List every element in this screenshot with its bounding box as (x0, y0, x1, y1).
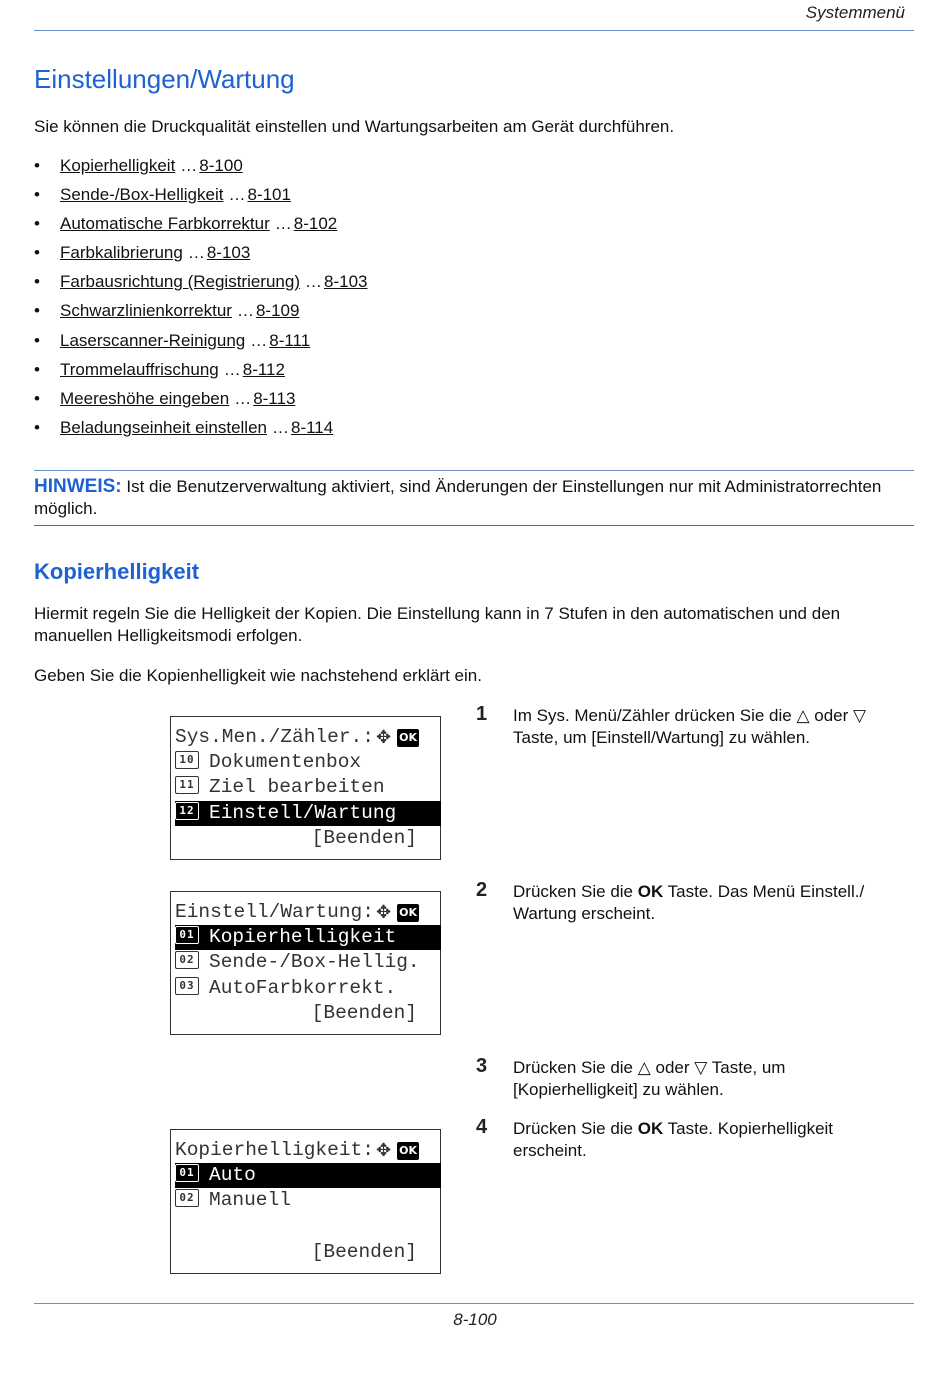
topic-list-item (34, 184, 367, 213)
topic-list-item (34, 359, 367, 388)
lcd-end-button[interactable]: [Beenden] (311, 1002, 417, 1024)
bullet-dot: • (34, 243, 40, 263)
topic-link[interactable]: Trommelauffrischung (60, 359, 219, 379)
topic-link[interactable]: Sende-/Box-Helligkeit (60, 185, 224, 205)
lcd-menu-item-label: Sende-/Box-Hellig. (209, 951, 420, 973)
topic-link[interactable]: Farbausrichtung (Registrierung) (60, 272, 300, 292)
lcd-end-button[interactable]: [Beenden] (311, 1241, 417, 1263)
bullet-dot: • (34, 214, 40, 234)
item-number-icon: 11 (175, 776, 199, 794)
topic-link[interactable]: Beladungseinheit einstellen (60, 417, 267, 437)
topic-list-item (34, 155, 367, 184)
lcd-title (175, 725, 441, 750)
topic-list-item (34, 213, 367, 242)
step-text: Drücken Sie die OK Taste. Kopierhelligkeit erscheint. (513, 1119, 834, 1160)
note-box (34, 476, 914, 520)
lcd-menu-item[interactable] (175, 1163, 441, 1188)
topic-link[interactable]: Laserscanner-Reinigung (60, 330, 246, 350)
page-number: 8-100 (453, 1310, 497, 1329)
page-reference-link[interactable]: 8-111 (269, 330, 311, 350)
lcd-menu-item-label: Ziel bearbeiten (209, 776, 385, 798)
item-number-icon: 01 (175, 926, 199, 944)
step-number: 3 (476, 1055, 488, 1077)
footer-rule (34, 1303, 914, 1304)
page-separator: … (305, 272, 322, 292)
page-reference-link[interactable]: 8-101 (247, 185, 291, 205)
topic-list (34, 155, 367, 446)
note-text: Ist die Benutzerverwaltung aktiviert, sind Änderungen der Einstellungen nur mit Administratorrechten möglich. (34, 477, 882, 518)
page-reference-link[interactable]: 8-113 (253, 388, 296, 408)
running-header: Systemmenü (805, 3, 905, 22)
lcd-menu-item-label: Kopierhelligkeit (209, 926, 397, 948)
item-number-icon: 01 (175, 1164, 199, 1182)
topic-link[interactable]: Farbkalibrierung (60, 243, 183, 263)
lcd-title (175, 900, 441, 925)
lcd-menu-item-label: Dokumentenbox (209, 751, 362, 773)
lcd-menu-item[interactable] (175, 801, 441, 826)
lcd-menu-item-label: Manuell (209, 1189, 291, 1211)
move-cursor-icon: ✥ (375, 1140, 392, 1161)
lcd-end-button[interactable]: [Beenden] (311, 827, 417, 849)
topic-list-item (34, 271, 367, 300)
lcd-screen-kopierhelligkeit (170, 1129, 441, 1274)
item-number-icon: 02 (175, 951, 199, 969)
step-text: Drücken Sie die △ oder ▽ Taste, um [Kopierhelligkeit] zu wählen. (513, 1058, 786, 1099)
topic-list-item (34, 388, 367, 417)
lcd-screen-einstell-wartung (170, 891, 441, 1035)
page-separator: … (236, 301, 254, 321)
page-separator: … (272, 417, 289, 437)
note-top-rule (34, 470, 914, 471)
lcd-menu-item[interactable] (175, 750, 441, 775)
step-text: Drücken Sie die OK Taste. Das Menü Einstell./ Wartung erscheint. (513, 882, 865, 923)
page-separator: … (180, 156, 198, 175)
page-reference-link[interactable]: 8-103 (206, 243, 251, 263)
section-instruction: Geben Sie die Kopienhelligkeit wie nachstehend erklärt ein. (34, 666, 482, 685)
topic-list-item (34, 300, 367, 329)
step-number: 2 (476, 879, 488, 901)
lcd-menu-item[interactable] (175, 925, 441, 950)
page-reference-link[interactable]: 8-103 (324, 272, 368, 292)
page-separator: … (187, 243, 205, 263)
move-cursor-icon: ✥ (375, 727, 392, 748)
step-number: 4 (476, 1116, 488, 1138)
lcd-menu-item[interactable] (175, 976, 441, 1001)
lcd-menu-item-label: AutoFarbkorrekt. (209, 977, 397, 999)
bullet-dot: • (34, 185, 40, 205)
page-reference-link[interactable]: 8-102 (293, 214, 338, 234)
bullet-dot: • (34, 417, 40, 437)
lcd-title-text: Einstell/Wartung: (175, 901, 374, 923)
section-title: Kopierhelligkeit (34, 559, 200, 584)
topic-link[interactable]: Automatische Farbkorrektur (60, 214, 270, 234)
lcd-menu-item-label: Einstell/Wartung (209, 802, 397, 824)
section-paragraph: Hiermit regeln Sie die Helligkeit der Kopien. Die Einstellung kann in 7 Stufen in den automatischen und den manuellen Helligkeitsmodi erfolgen. (34, 604, 841, 645)
page-reference-link[interactable]: 8-114 (291, 417, 334, 437)
bullet-dot: • (34, 301, 40, 321)
lcd-title-text: Kopierhelligkeit: (175, 1139, 374, 1161)
lcd-title-text: Sys.Men./Zähler.: (175, 726, 374, 748)
topic-link[interactable]: Kopierhelligkeit (60, 156, 176, 175)
page-separator: … (250, 330, 268, 350)
page-reference-link[interactable]: 8-100 (199, 156, 243, 175)
item-number-icon: 02 (175, 1189, 199, 1207)
header-rule (34, 30, 914, 31)
bullet-dot: • (34, 388, 40, 408)
note-bottom-rule (34, 525, 914, 526)
bullet-dot: • (34, 359, 40, 379)
move-cursor-icon: ✥ (375, 902, 392, 923)
ok-key-icon: OK (397, 904, 419, 922)
lcd-title (175, 1138, 441, 1163)
ok-key-icon: OK (397, 1142, 419, 1160)
topic-link[interactable]: Meereshöhe eingeben (60, 388, 230, 408)
page-separator: … (274, 214, 292, 234)
page-title: Einstellungen/Wartung (34, 64, 295, 94)
topic-link[interactable]: Schwarzlinienkorrektur (60, 301, 232, 321)
lcd-menu-item[interactable] (175, 775, 441, 800)
page-reference-link[interactable]: 8-112 (242, 359, 285, 379)
page-reference-link[interactable]: 8-109 (255, 301, 300, 321)
lcd-menu-item-label: Auto (209, 1164, 256, 1186)
item-number-icon: 10 (175, 751, 199, 769)
page-separator: … (223, 359, 241, 379)
page-separator: … (234, 388, 252, 408)
lcd-menu-item[interactable] (175, 1188, 441, 1213)
step-number: 1 (476, 703, 488, 725)
topic-list-item (34, 417, 367, 446)
topic-list-item (34, 242, 367, 271)
item-number-icon: 12 (175, 802, 199, 820)
bullet-dot: • (34, 272, 40, 292)
bullet-dot: • (34, 156, 40, 175)
page-separator: … (228, 185, 246, 205)
lcd-menu-item[interactable] (175, 950, 441, 975)
topic-list-item (34, 330, 367, 359)
intro-text: Sie können die Druckqualität einstellen und Wartungsarbeiten am Gerät durchführen. (34, 117, 675, 136)
note-label: HINWEIS: (34, 476, 122, 497)
step-text: Im Sys. Menü/Zähler drücken Sie die △ oder ▽ Taste, um [Einstell/Wartung] zu wählen. (513, 706, 867, 747)
bullet-dot: • (34, 330, 40, 350)
ok-key-icon: OK (397, 729, 419, 747)
item-number-icon: 03 (175, 977, 199, 995)
lcd-screen-system-menu (170, 716, 441, 860)
